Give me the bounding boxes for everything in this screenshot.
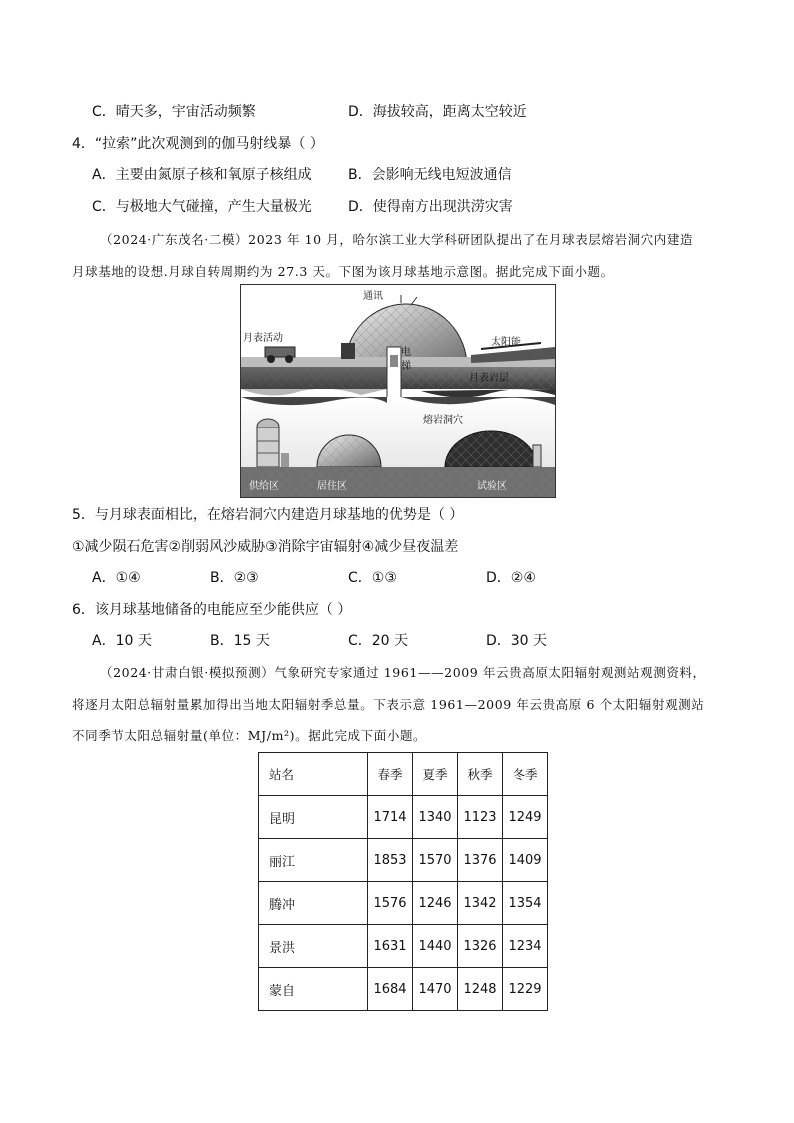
header-winter: 冬季: [503, 753, 548, 796]
header-spring: 春季: [368, 753, 413, 796]
q4-option-c: C．与极地大气碰撞，产生大量极光: [92, 199, 312, 215]
q4-stem: 4．“拉索”此次观测到的伽马射线暴（ ）: [72, 136, 324, 152]
intro2-line1: （2024·甘肃白银·模拟预测）气象研究专家通过 1961——2009 年云贵高原太阳辐射观测站观测资料，: [100, 665, 706, 680]
cell-value: 1714: [368, 796, 413, 839]
intro1-line1: （2024·广东茂名·二模）2023 年 10 月，哈尔滨工业大学科研团队提出了在月球表层熔岩洞穴内建造: [100, 232, 694, 247]
station-name: 腾冲: [259, 882, 368, 925]
intro1-line2: 月球基地的设想.月球自转周期约为 27.3 天。下图为该月球基地示意图。据此完成下面小题。: [72, 264, 614, 279]
q5-stem: 5．与月球表面相比，在熔岩洞穴内建造月球基地的优势是（ ）: [72, 507, 464, 523]
q6-option-c: C．20 天: [348, 633, 409, 649]
station-name: 丽江: [259, 839, 368, 882]
lunar-base-diagram: [240, 284, 556, 498]
q6-option-d: D．30 天: [486, 633, 548, 649]
header-summer: 夏季: [413, 753, 458, 796]
cell-value: 1570: [413, 839, 458, 882]
cell-value: 1376: [458, 839, 503, 882]
label-rock-layer: 月表岩层: [469, 373, 509, 384]
label-living: 居住区: [317, 481, 347, 492]
cell-value: 1853: [368, 839, 413, 882]
cell-value: 1249: [503, 796, 548, 839]
label-test: 试验区: [477, 481, 507, 492]
q5-option-a: A．①④: [92, 570, 141, 586]
q5-option-b: B．②③: [210, 570, 259, 586]
q5-option-c: C．①③: [348, 570, 397, 586]
cell-value: 1354: [503, 882, 548, 925]
header-station: 站名: [259, 753, 368, 796]
intro2-line2: 将逐月太阳总辐射量累加得出当地太阳辐射季总量。下表示意 1961—2009 年云贵高原 6 个太阳辐射观测站: [72, 697, 705, 712]
label-lava-cave: 熔岩洞穴: [423, 415, 463, 426]
cell-value: 1684: [368, 968, 413, 1011]
q5-option-d: D．②④: [486, 570, 536, 586]
cell-value: 1409: [503, 839, 548, 882]
table-header-row: [259, 753, 548, 796]
label-elevator-1: 电: [401, 347, 411, 358]
label-elevator-2: 梯: [401, 361, 411, 372]
label-surface-activity: 月表活动: [243, 333, 283, 344]
table-row: [259, 925, 548, 968]
cell-value: 1248: [458, 968, 503, 1011]
cell-value: 1631: [368, 925, 413, 968]
cell-value: 1229: [503, 968, 548, 1011]
cell-value: 1576: [368, 882, 413, 925]
intro2-line3: 不同季节太阳总辐射量(单位：MJ/m²)。据此完成下面小题。: [72, 728, 427, 743]
q3-option-d: D．海拔较高，距离太空较近: [348, 104, 527, 120]
q6-stem: 6．该月球基地储备的电能应至少能供应（ ）: [72, 602, 352, 618]
q4-option-d: D．使得南方出现洪涝灾害: [348, 199, 513, 215]
cell-value: 1123: [458, 796, 503, 839]
cell-value: 1342: [458, 882, 503, 925]
label-solar: 太阳能: [491, 337, 521, 348]
cell-value: 1246: [413, 882, 458, 925]
header-autumn: 秋季: [458, 753, 503, 796]
q4-option-a: A．主要由氮原子核和氧原子核组成: [92, 167, 312, 183]
q5-items: ①减少陨石危害②削弱风沙威胁③消除宇宙辐射④减少昼夜温差: [72, 539, 459, 555]
cell-value: 1326: [458, 925, 503, 968]
label-communication: 通讯: [363, 291, 383, 302]
q3-option-c: C．晴天多，宇宙活动频繁: [92, 104, 256, 120]
station-name: 景洪: [259, 925, 368, 968]
table-row: [259, 796, 548, 839]
q4-option-b: B．会影响无线电短波通信: [348, 167, 512, 183]
radiation-table: [258, 752, 548, 1011]
cell-value: 1440: [413, 925, 458, 968]
station-name: 昆明: [259, 796, 368, 839]
q6-option-b: B．15 天: [210, 633, 270, 649]
cell-value: 1470: [413, 968, 458, 1011]
station-name: 蒙自: [259, 968, 368, 1011]
cell-value: 1340: [413, 796, 458, 839]
table-row: [259, 968, 548, 1011]
table-row: [259, 839, 548, 882]
table-row: [259, 882, 548, 925]
label-supply: 供给区: [249, 481, 279, 492]
cell-value: 1234: [503, 925, 548, 968]
q6-option-a: A．10 天: [92, 633, 152, 649]
